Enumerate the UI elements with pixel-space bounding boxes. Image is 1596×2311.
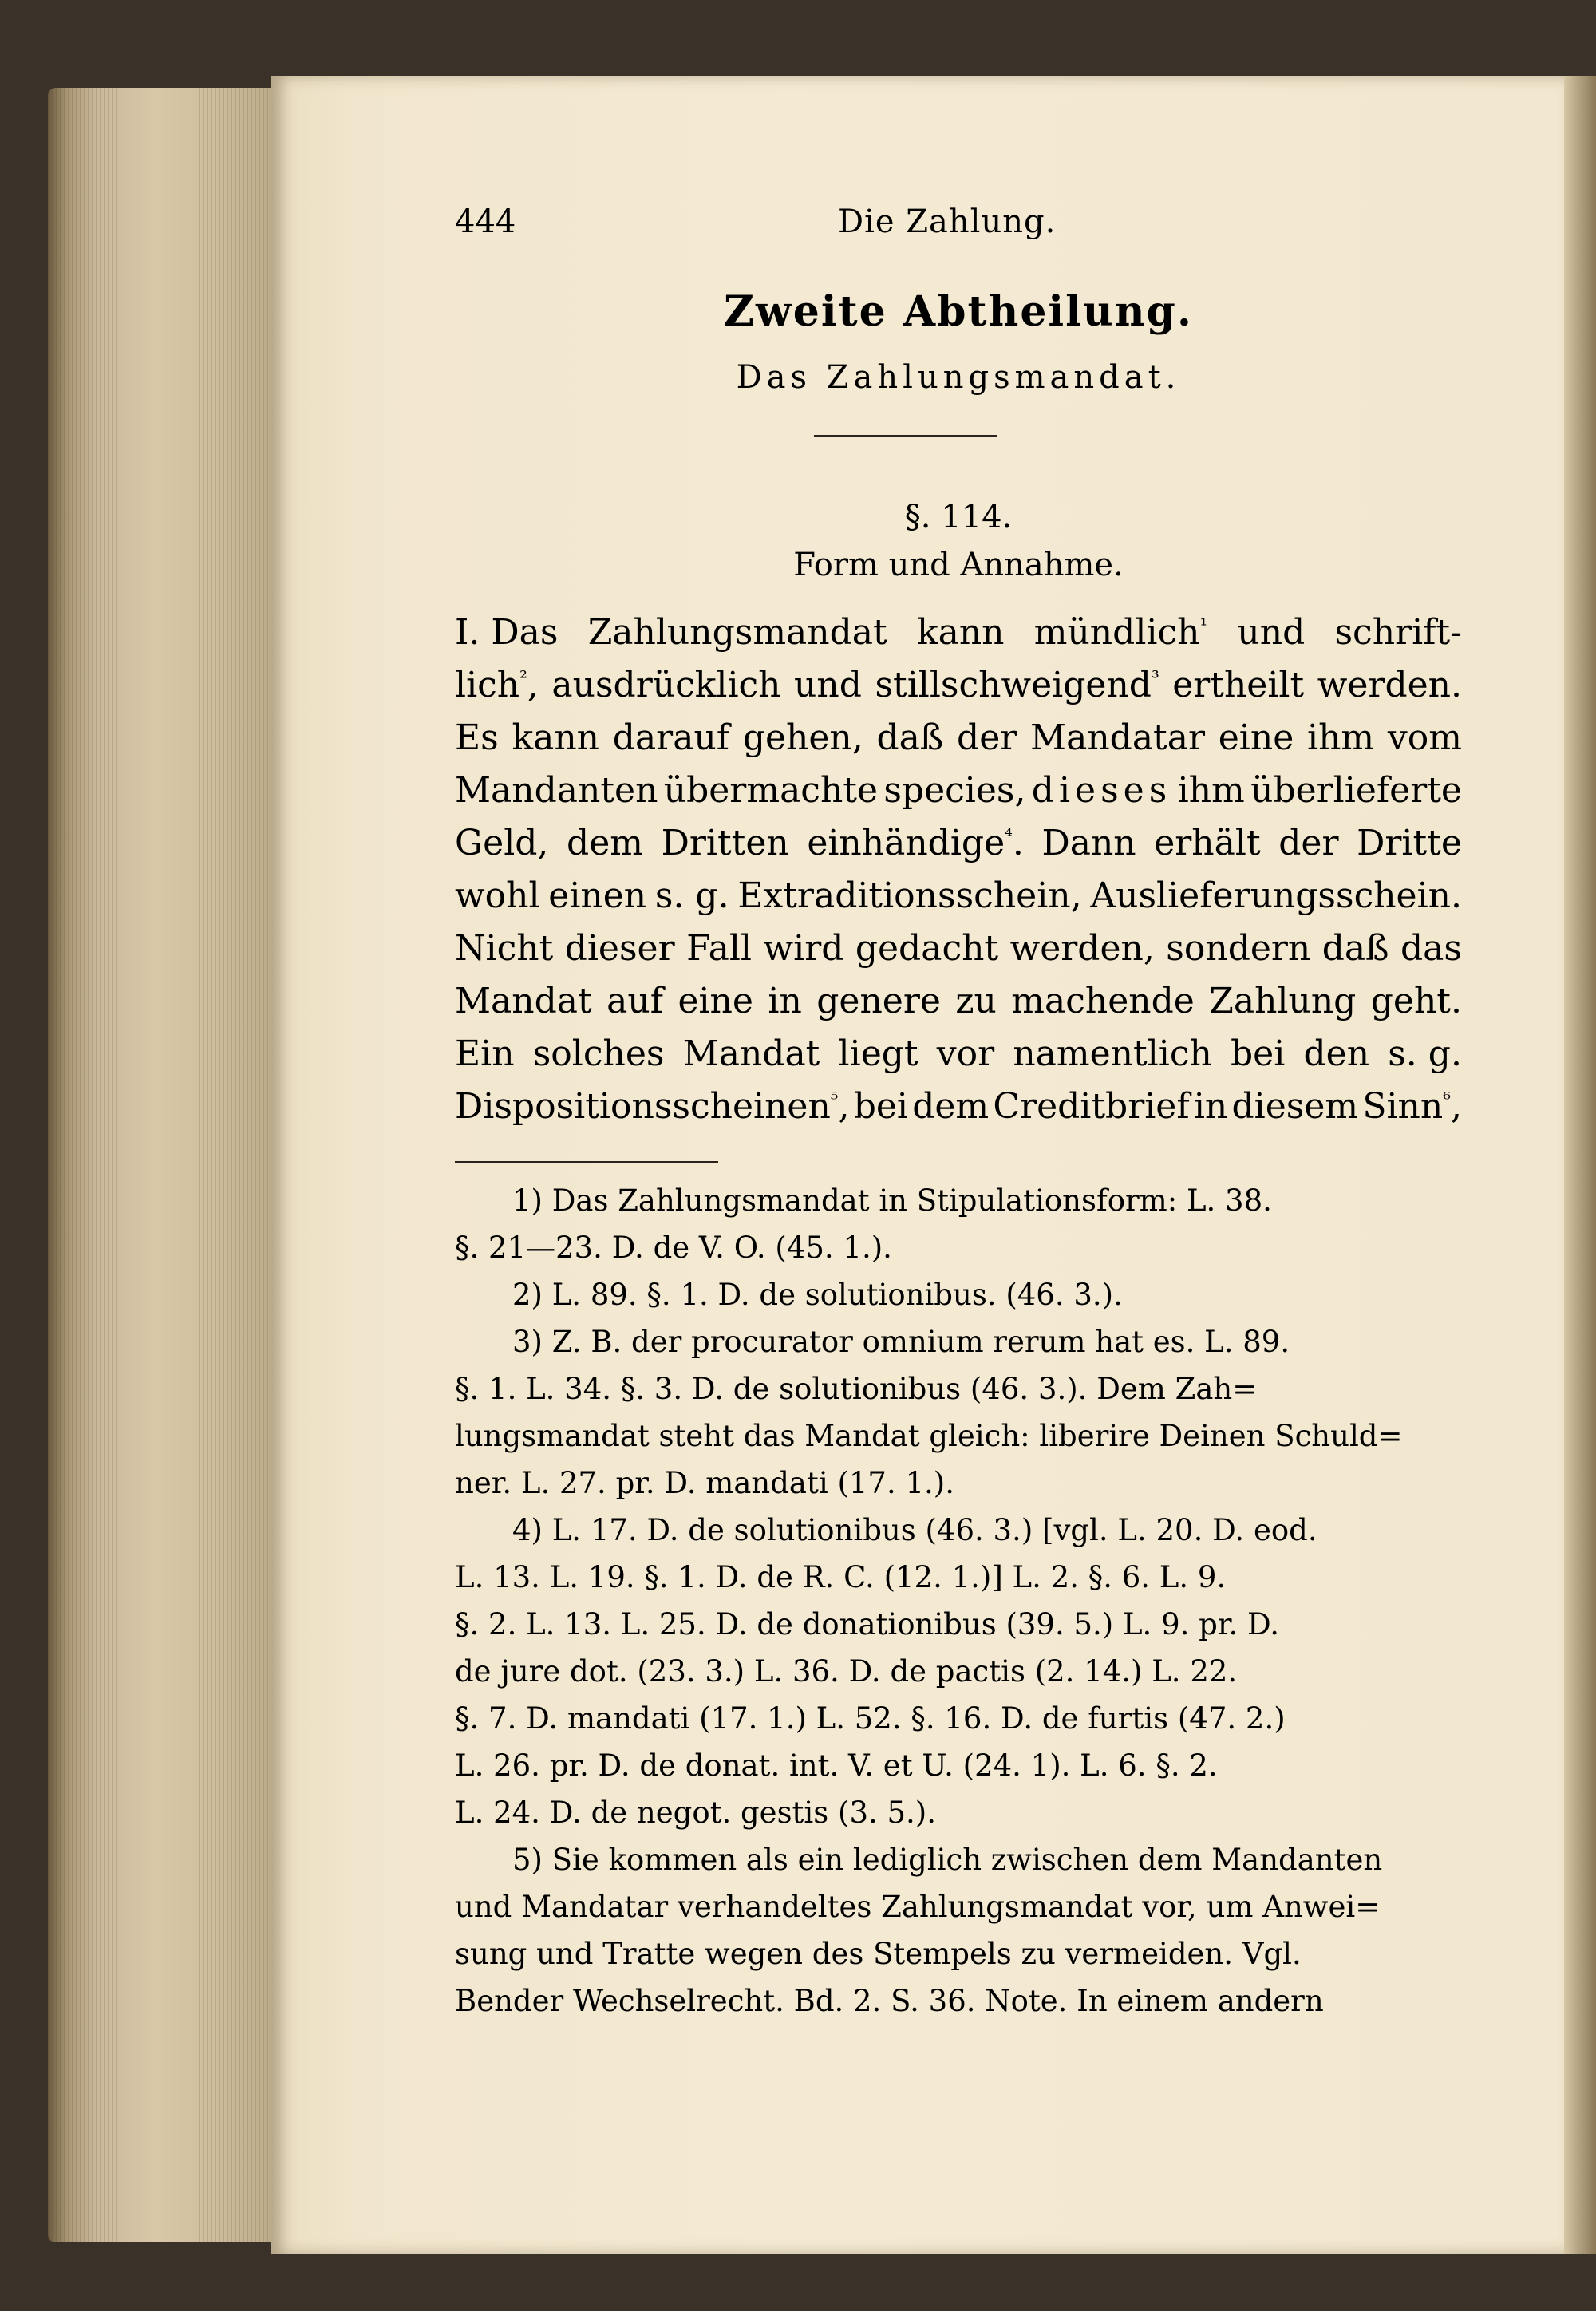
main-text (455, 606, 1462, 1133)
footnote-line: 2) L. 89. §. 1. D. de solutionibus. (46. 3.). (512, 1278, 1123, 1312)
book-page-edges (48, 88, 287, 2242)
footnote-line: 3) Z. B. der procurator omnium rerum hat es. L. 89. (512, 1325, 1290, 1359)
section-title: Form und Annahme. (793, 547, 1124, 583)
part-title: Zweite Abtheilung. (724, 287, 1193, 336)
footnote-line: §. 21—23. D. de V. O. (45. 1.). (455, 1231, 892, 1265)
main-text-line: lich$^{^2}$, ausdrücklich und stillschweigend$^{^3}$ ertheilt werden. (455, 665, 1462, 705)
main-text-line: Geld, dem Dritten einhändige$^{^4}$. Dann erhält der Dritte (455, 823, 1462, 863)
footnote-line: L. 13. L. 19. §. 1. D. de R. C. (12. 1.)] L. 2. §. 6. L. 9. (455, 1560, 1227, 1594)
footnote-line: lungsmandat steht das Mandat gleich: liberire Deinen Schuld= (455, 1419, 1403, 1453)
main-text-line: Ein solches Mandat liegt vor namentlich bei den s. g. (455, 1033, 1462, 1074)
footnote-line: ner. L. 27. pr. D. mandati (17. 1.). (455, 1466, 954, 1500)
footnotes (455, 1177, 1462, 2025)
main-text-line: I. Das Zahlungsmandat kann mündlich$^{^1}$ und schrift- (455, 612, 1462, 653)
footnote-line: §. 1. L. 34. §. 3. D. de solutionibus (46. 3.). Dem Zah= (455, 1372, 1258, 1406)
footnote-line: L. 26. pr. D. de donat. int. V. et U. (24. 1). L. 6. §. 2. (455, 1748, 1218, 1783)
footnote-line: §. 7. D. mandati (17. 1.) L. 52. §. 16. D. de furtis (47. 2.) (455, 1701, 1286, 1736)
main-text-line: Dispositionsscheinen$^{^5}$, bei dem Creditbrief in diesem Sinn$^{^6}$, (455, 1086, 1462, 1127)
footnote-line: sung und Tratte wegen des Stempels zu vermeiden. Vgl. (455, 1937, 1302, 1971)
book-page (271, 76, 1564, 2254)
footnote-divider (455, 1161, 718, 1163)
footnote-line: 4) L. 17. D. de solutionibus (46. 3.) [vgl. L. 20. D. eod. (512, 1513, 1317, 1547)
main-text-line: Nicht dieser Fall wird gedacht werden, sondern daß das (455, 928, 1462, 969)
footnote-line: 1) Das Zahlungsmandat in Stipulationsform: L. 38. (512, 1183, 1272, 1218)
section-number: §. 114. (904, 499, 1013, 535)
footnote-line: §. 2. L. 13. L. 25. D. de donationibus (39. 5.) L. 9. pr. D. (455, 1607, 1280, 1641)
book-spine-shadow (1564, 76, 1596, 2254)
main-text-line: Mandanten übermachte species, dieses ihm überlieferte (455, 770, 1462, 811)
title-divider (814, 435, 998, 437)
main-text-line: wohl einen s. g. Extraditionsschein, Auslieferungsschein. (455, 875, 1462, 916)
page-header (455, 203, 1462, 251)
footnote-line: de jure dot. (23. 3.) L. 36. D. de pactis (2. 14.) L. 22. (455, 1654, 1238, 1689)
running-head: Die Zahlung. (838, 203, 1057, 240)
footnote-line: L. 24. D. de negot. gestis (3. 5.). (455, 1795, 937, 1830)
footnote-line: Bender Wechselrecht. Bd. 2. S. 36. Note. In einem andern (455, 1984, 1324, 2018)
footnote-line: und Mandatar verhandeltes Zahlungsmandat vor, um Anwei= (455, 1890, 1381, 1924)
page-number: 444 (455, 203, 516, 240)
footnote-line: 5) Sie kommen als ein lediglich zwischen dem Mandanten (512, 1843, 1383, 1877)
main-text-line: Es kann darauf gehen, daß der Mandatar eine ihm vom (455, 717, 1462, 758)
part-subtitle: Das Zahlungsmandat. (736, 359, 1181, 396)
main-text-line: Mandat auf eine in genere zu machende Zahlung geht. (455, 981, 1462, 1021)
